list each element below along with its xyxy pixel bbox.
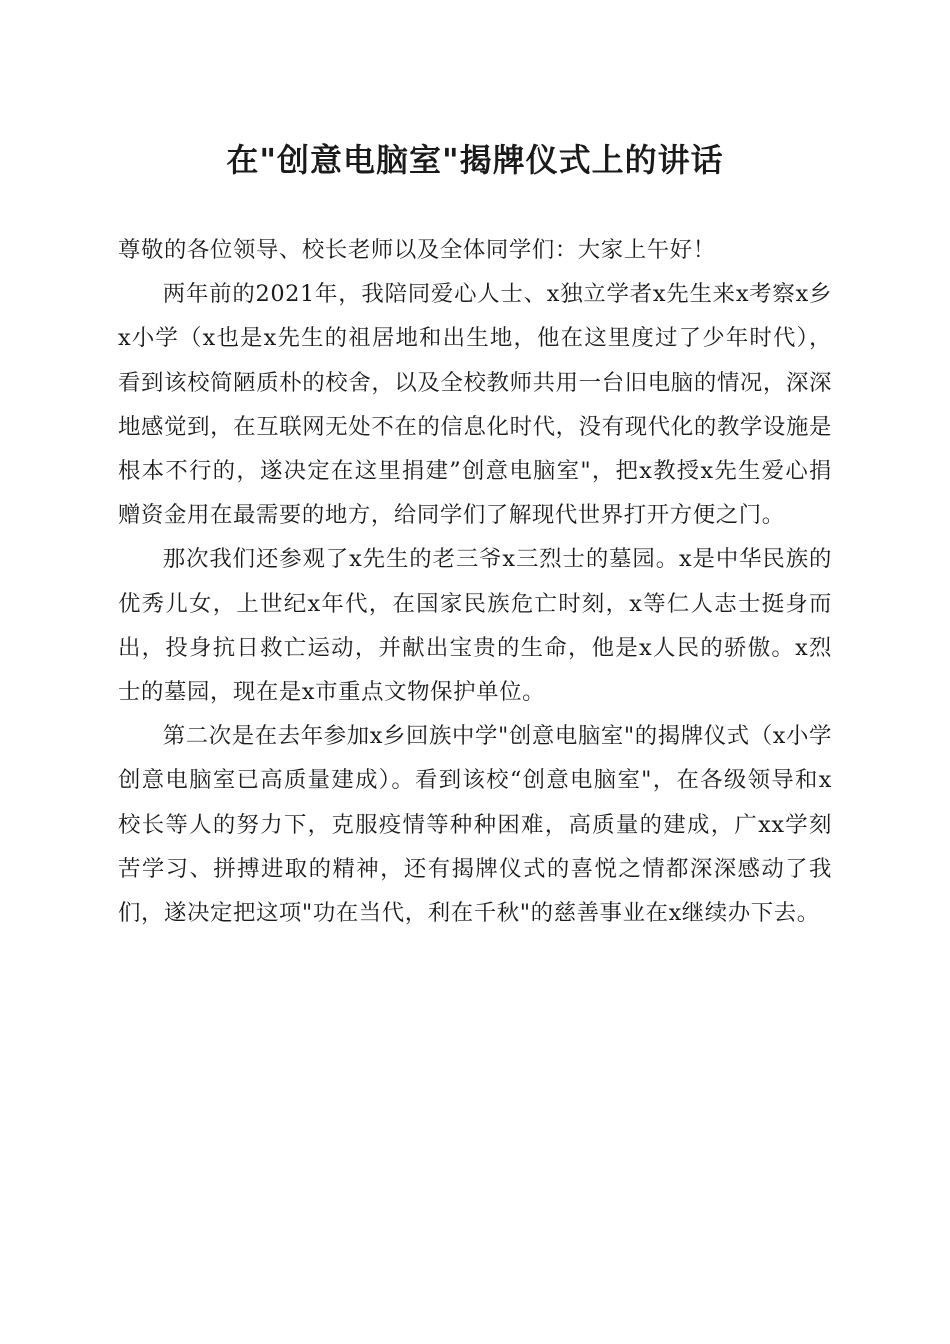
paragraph-2: 那次我们还参观了x先生的老三爷x三烈士的墓园。x是中华民族的优秀儿女，上世纪x年代，在国家民族危亡时刻，x等仁人志士挺身而出，投身抗日救亡运动，并献出宝贵的生命，他是x人民的骄傲。x烈士的墓园，现在是x市重点文物保护单位。 <box>118 546 832 706</box>
document-body <box>118 228 832 935</box>
paragraph-3: 第二次是在去年参加x乡回族中学"创意电脑室"的揭牌仪式（x小学创意电脑室已高质量建成）。看到该校“创意电脑室"，在各级领导和x校长等人的努力下，克服疫情等种种困难，高质量的建成，广xx学刻苦学习、拼搏进取的精神，还有揭牌仪式的喜悦之情都深深感动了我们，遂决定把这项"功在当代，利在千秋"的慈善事业在x继续办下去。 <box>118 723 832 927</box>
document-title: 在"创意电脑室"揭牌仪式上的讲话 <box>226 141 724 179</box>
paragraph-1: 两年前的2021年，我陪同爱心人士、x独立学者x先生来x考察x乡x小学（x也是x先生的祖居地和出生地，他在这里度过了少年时代），看到该校简陋质朴的校舍，以及全校教师共用一台旧电脑的情况，深深地感觉到，在互联网无处不在的信息化时代，没有现代化的教学设施是根本不行的，遂决定在这里捐建”创意电脑室"，把x教授x先生爱心捐赠资金用在最需要的地方，给同学们了解现代世界打开方便之门。 <box>118 281 832 529</box>
greeting-line: 尊敬的各位领导、校长老师以及全体同学们：大家上午好！ <box>118 237 716 263</box>
